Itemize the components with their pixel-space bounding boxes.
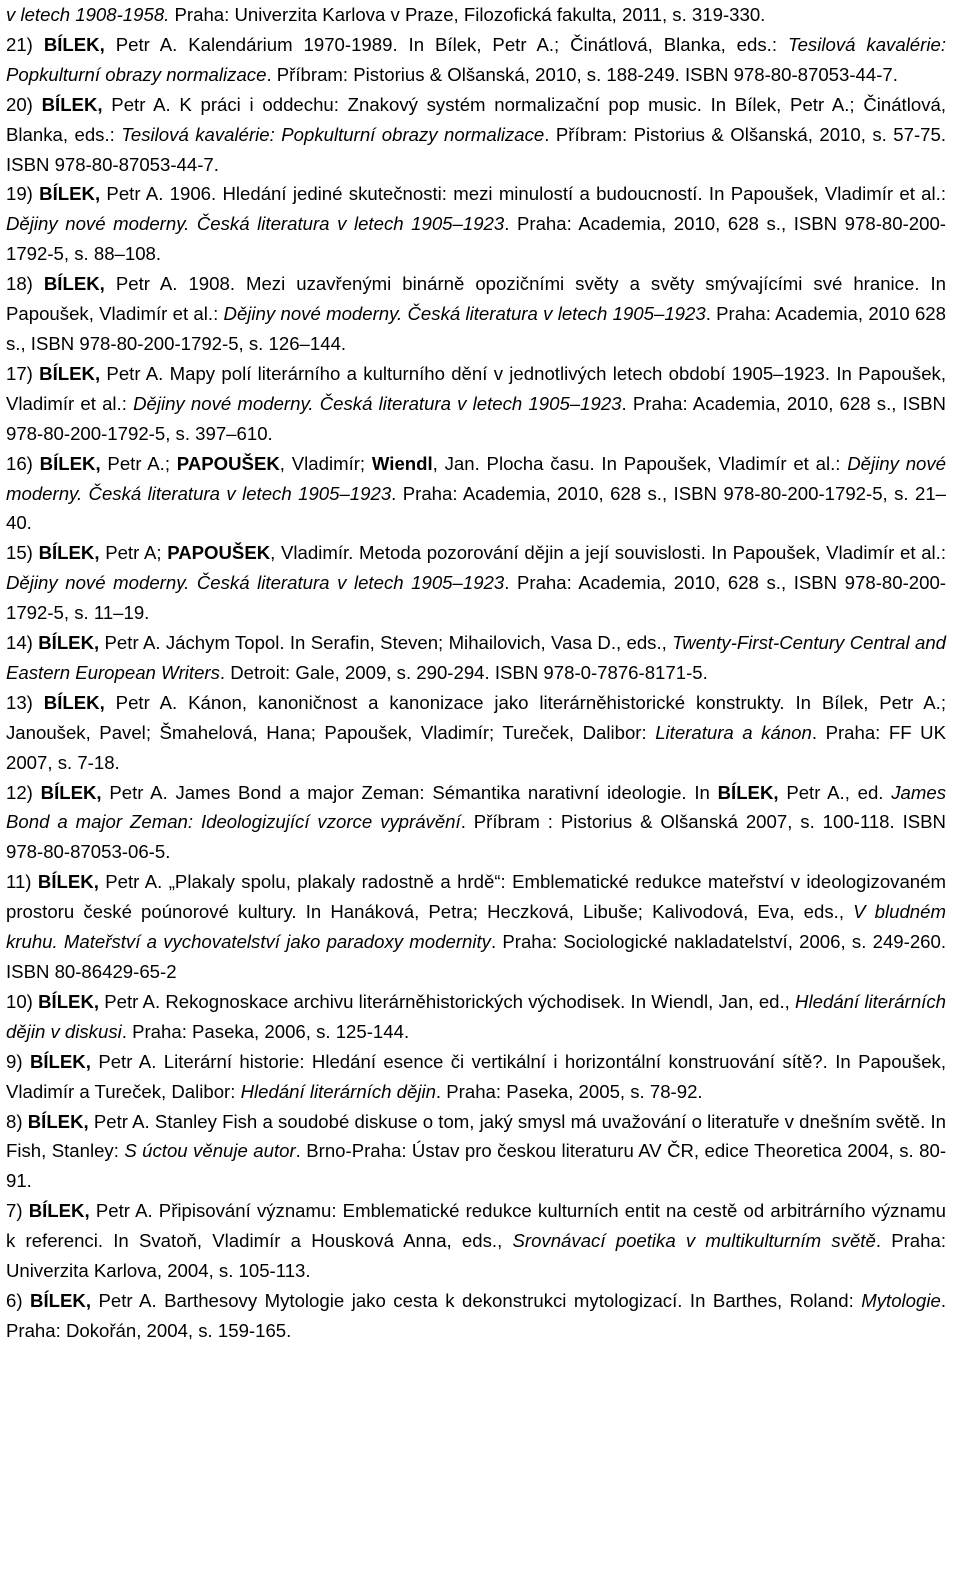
citation-text: . Praha: Sociologické nakladatelství, 2006, s. 249-260. ISBN 80-86429-65-2: [6, 931, 947, 982]
bibliography-entry-e13: [6, 688, 946, 778]
citation-text: . Praha: Academia, 2010 628 s., ISBN 978-80-200-1792-5, s. 126–144.: [6, 303, 946, 354]
citation-text: . Praha: Paseka, 2005, s. 78-92.: [435, 1080, 703, 1102]
citation-text: Petr A., ed.: [778, 781, 892, 803]
citation-text: Petr A. 1908. Mezi uzavřenými binárně opozičními světy a světy smývajícími své hranice. In Papoušek, Vladimír et al.:: [6, 273, 946, 325]
work-title: Literatura a kánon: [655, 721, 812, 743]
author-name: BÍLEK,: [28, 1200, 90, 1222]
work-title: Twenty-First-Century Central and Eastern European Writers: [6, 632, 947, 683]
bibliography-entry-e15: [6, 538, 946, 628]
author-name: BÍLEK,: [37, 871, 99, 893]
citation-text: 9): [6, 1050, 30, 1072]
work-title: Hledání literárních dějin: [240, 1080, 436, 1102]
work-title: Mytologie: [861, 1289, 941, 1311]
citation-text: . Praha: Academia, 2010, 628 s., ISBN 978-80-200-1792-5, s. 397–610.: [6, 392, 946, 444]
bibliography-entry-e19: [6, 179, 946, 269]
author-name: BÍLEK,: [30, 1289, 91, 1311]
citation-text: Petr A. Mapy polí literárního a kulturního dění v jednotlivých letech období 1905–1923. In Papoušek, Vladimír et al.:: [6, 362, 946, 414]
bibliography-entry-e14: [6, 628, 946, 688]
citation-text: , Vladimír. Metoda pozorování dějin a její souvislosti. In Papoušek, Vladimír et al.:: [270, 542, 946, 564]
citation-text: Petr A. James Bond a major Zeman: Sémantika narativní ideologie. In: [101, 781, 718, 803]
work-title: Dějiny nové moderny. Česká literatura v letech 1905–1923: [223, 303, 706, 325]
bibliography-entry-e7: [6, 1196, 946, 1286]
author-name: PAPOUŠEK: [167, 542, 271, 564]
citation-text: . Brno-Praha: Ústav pro českou literaturu AV ČR, edice Theoretica 2004, s. 80-91.: [6, 1140, 947, 1192]
citation-text: Petr A. Barthesovy Mytologie jako cesta k dekonstrukci mytologizací. In Barthes, Roland:: [90, 1289, 862, 1311]
citation-text: Petr A. Kalendárium 1970-1989. In Bílek, Petr A.; Činátlová, Blanka, eds.:: [104, 33, 788, 55]
citation-text: Petr A. K práci i oddechu: Znakový systém normalizační pop music. In Bílek, Petr A.; Činátlová, Blanka, eds.:: [6, 93, 946, 145]
citation-text: Petr A. „Plakaly spolu, plakaly radostně a hrdě“: Emblematické redukce mateřství v ideologizovaném prostoru české poúnorové kultury. In Hanáková, Petra; Heczková, Libuše; Kalivodová, Eva, eds.,: [6, 871, 946, 923]
citation-text: 11): [6, 871, 38, 893]
author-name: BÍLEK,: [38, 990, 100, 1012]
author-name: BÍLEK,: [39, 452, 101, 474]
citation-text: . Příbram: Pistorius & Olšanská, 2010, s. 57-75. ISBN 978-80-87053-44-7.: [6, 123, 946, 175]
work-title: Srovnávací poetika v multikulturním světě: [512, 1230, 876, 1252]
citation-text: 18): [6, 273, 44, 295]
citation-text: . Praha: Academia, 2010, 628 s., ISBN 978-80-200-1792-5, s. 21– 40.: [6, 482, 946, 534]
citation-text: Petr A.;: [100, 452, 177, 474]
citation-text: Petr A. Literární historie: Hledání esence či vertikální i horizontální konstruování sítě?. In Papoušek, Vladimír a Tureček, Dalibor:: [6, 1050, 947, 1102]
citation-text: 15): [6, 542, 39, 564]
work-title: v letech 1908-1958.: [6, 4, 170, 25]
citation-text: Petr A. Rekognoskace archivu literárněhistorických východisek. In Wiendl, Jan, ed.,: [99, 990, 796, 1012]
citation-text: Petr A. Kánon, kanoničnost a kanonizace jako literárněhistorické konstrukty. In Bílek, Petr A.; Janoušek, Pavel; Šmahelová, Hana; Papoušek, Vladimír; Tureček, Dalibor:: [6, 691, 946, 743]
author-name: BÍLEK,: [43, 691, 105, 713]
bibliography-entry-e21: [6, 30, 946, 90]
bibliography-entry-e12: [6, 778, 946, 868]
work-title: Tesilová kavalérie: Popkulturní obrazy normalizace: [121, 123, 545, 145]
bibliography-entry-cont: [6, 0, 946, 30]
bibliography-entry-e20: [6, 90, 946, 180]
citation-text: 14): [6, 632, 39, 654]
author-name: BÍLEK,: [38, 632, 100, 654]
bibliography-entry-e17: [6, 359, 946, 449]
bibliography-entry-e18: [6, 269, 946, 359]
citation-text: 10): [6, 990, 39, 1012]
bibliography-entry-e10: [6, 987, 946, 1047]
bibliography-entry-e8: [6, 1107, 946, 1197]
author-name: Wiendl: [371, 452, 433, 474]
citation-text: . Příbram : Pistorius & Olšanská 2007, s. 100-118. ISBN 978-80-87053-06-5.: [6, 811, 946, 863]
citation-text: . Praha: Univerzita Karlova, 2004, s. 105-113.: [6, 1230, 946, 1282]
bibliography-entry-e11: [6, 867, 946, 987]
citation-text: 19): [6, 183, 40, 205]
citation-text: 6): [6, 1289, 31, 1311]
bibliography-entry-e16: [6, 449, 946, 539]
citation-text: 8): [6, 1110, 28, 1132]
work-title: V bludném kruhu. Mateřství a vychovatelství jako paradoxy modernity: [6, 901, 946, 953]
citation-text: Petr A. Připisování významu: Emblematické redukce kulturních entit na cestě od arbitrárního významu k referenci. In Svatoň, Vladimír a Housková Anna, eds.,: [6, 1200, 946, 1252]
citation-text: 16): [6, 452, 40, 474]
citation-text: . Praha: Academia, 2010, 628 s., ISBN 978-80-200-1792-5, s. 88–108.: [6, 213, 946, 265]
citation-text: 20): [6, 93, 42, 115]
citation-text: 13): [6, 691, 44, 713]
citation-text: . Praha: Academia, 2010, 628 s., ISBN 978-80-200-1792-5, s. 11–19.: [6, 572, 946, 624]
author-name: BÍLEK,: [29, 1050, 91, 1072]
author-name: BÍLEK,: [41, 93, 103, 115]
citation-text: . Praha: Paseka, 2006, s. 125-144.: [121, 1020, 410, 1042]
work-title: S úctou věnuje autor: [124, 1140, 296, 1162]
citation-text: . Detroit: Gale, 2009, s. 290-294. ISBN 978-0-7876-8171-5.: [219, 661, 708, 683]
author-name: BÍLEK,: [39, 183, 101, 205]
author-name: BÍLEK,: [27, 1110, 89, 1132]
author-name: BÍLEK,: [717, 781, 779, 803]
citation-text: 17): [6, 362, 40, 384]
citation-text: . Příbram: Pistorius & Olšanská, 2010, s. 188-249. ISBN 978-80-87053-44-7.: [266, 63, 898, 85]
author-name: PAPOUŠEK: [176, 452, 280, 474]
citation-text: 7): [6, 1200, 29, 1222]
work-title: Dějiny nové moderny. Česká literatura v letech 1905–1923: [6, 213, 505, 235]
author-name: BÍLEK,: [43, 273, 105, 295]
citation-text: Praha: Univerzita Karlova v Praze, Filozofická fakulta, 2011, s. 319-330.: [169, 4, 766, 25]
citation-text: Petr A. 1906. Hledání jediné skutečnosti: mezi minulostí a budoucností. In Papoušek, Vladimír et al.:: [100, 183, 946, 205]
bibliography-entry-e6: [6, 1286, 946, 1346]
work-title: Hledání literárních dějin v diskusi: [6, 990, 946, 1042]
author-name: BÍLEK,: [40, 781, 102, 803]
citation-text: Petr A. Jáchym Topol. In Serafin, Steven; Mihailovich, Vasa D., eds.,: [99, 632, 673, 654]
work-title: Tesilová kavalérie: Popkulturní obrazy normalizace: [6, 33, 946, 85]
bibliography-list: [6, 0, 946, 1346]
author-name: BÍLEK,: [38, 542, 100, 564]
work-title: Dějiny nové moderny. Česká literatura v letech 1905–1923: [6, 572, 505, 594]
author-name: BÍLEK,: [43, 33, 105, 55]
citation-text: . Praha: FF UK 2007, s. 7-18.: [6, 721, 946, 773]
work-title: James Bond a major Zeman: Ideologizující vzorce vyprávění: [6, 781, 946, 833]
citation-text: , Jan. Plocha času. In Papoušek, Vladimír et al.:: [432, 452, 848, 474]
citation-text: Petr A;: [99, 542, 168, 564]
work-title: Dějiny nové moderny. Česká literatura v letech 1905–1923: [6, 452, 947, 504]
citation-text: 21): [6, 33, 44, 55]
work-title: Dějiny nové moderny. Česká literatura v letech 1905–1923: [133, 392, 622, 414]
citation-text: . Praha: Dokořán, 2004, s. 159-165.: [6, 1289, 946, 1341]
citation-text: Petr A. Stanley Fish a soudobé diskuse o tom, jaký smysl má uvažování o literatuře v dnešním světě. In Fish, Stanley:: [6, 1110, 946, 1162]
citation-text: 12): [6, 781, 41, 803]
author-name: BÍLEK,: [39, 362, 101, 384]
citation-text: , Vladimír;: [279, 452, 372, 474]
bibliography-entry-e9: [6, 1047, 946, 1107]
